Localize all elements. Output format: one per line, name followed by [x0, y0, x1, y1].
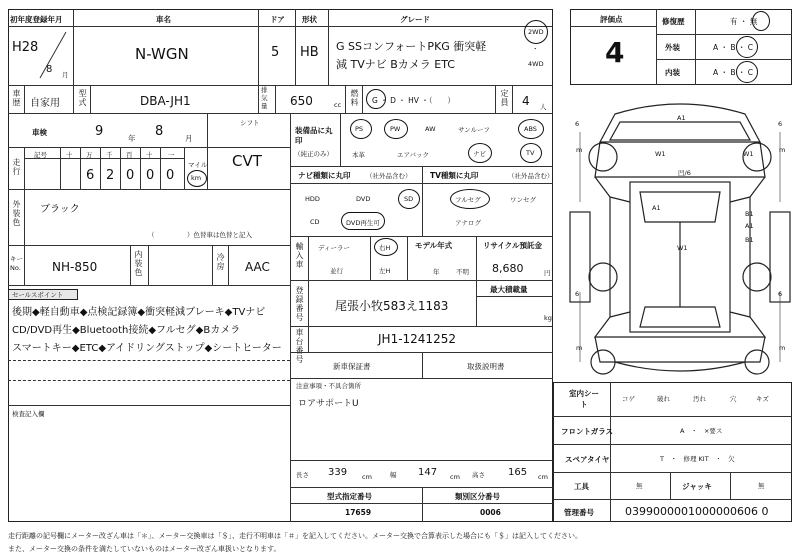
height-unit: cm	[538, 473, 548, 481]
inspection-year: 9	[95, 124, 104, 139]
mark-a1-left: A1	[652, 204, 661, 212]
import-parallel: 並行	[330, 267, 343, 275]
height: 165	[508, 467, 528, 478]
repair-options: 有 ・ 無	[730, 17, 758, 26]
footer-line-2: また、メーター交換の条件を満たしていないものはメーター改ざん車扱いとなります。	[8, 545, 281, 553]
digit-2: 2	[106, 168, 115, 183]
import-right: 右H	[379, 244, 391, 252]
mark-w1-top: W1	[655, 150, 666, 158]
exterior-options: A ・ B ・ C	[713, 43, 754, 52]
displacement: 650	[290, 94, 313, 108]
scale-br: 6	[778, 290, 783, 298]
digit-3: 0	[126, 168, 135, 183]
scale-br-m: m	[779, 344, 786, 352]
tv-analog: アナログ	[455, 219, 481, 227]
max-load-label: 最大積載量	[490, 285, 528, 294]
key-value: NH-850	[52, 260, 98, 274]
notes-label: 注意事項・不具合箇所	[296, 382, 361, 390]
registration-value: 尾張小牧583え1183	[335, 299, 449, 313]
inspection-month-unit: 月	[185, 134, 193, 143]
shape-label: 形状	[302, 15, 317, 24]
digit-header-4: 十	[146, 151, 153, 159]
scale-bl: 6	[575, 290, 580, 298]
unit-km: km	[191, 174, 202, 182]
recycle-unit: 円	[544, 269, 551, 277]
navi-dvdplay: DVD再生可	[346, 219, 380, 227]
model-year-value: 不明	[456, 268, 469, 276]
color-value: ブラック	[40, 204, 80, 215]
drive-4wd: 4WD	[528, 60, 544, 68]
drive-2wd: 2WD	[528, 28, 544, 36]
key-label: キーNo.	[10, 255, 23, 272]
first-reg-label: 初年度登録年月	[10, 15, 63, 24]
ac-value: AAC	[245, 260, 270, 274]
equip-leather: 本革	[352, 151, 365, 159]
mark-a1-right: A1	[745, 222, 754, 230]
shape: HB	[300, 45, 319, 60]
interior-options: A ・ B ・ C	[713, 68, 754, 77]
navi-dvd: DVD	[356, 195, 371, 203]
digit-header-2: 千	[106, 151, 113, 159]
capacity-label: 定員	[500, 89, 509, 107]
warranty-new-car: 新車保証書	[333, 362, 371, 371]
scale-tr: 6	[778, 120, 783, 128]
model-year-label: モデル年式	[415, 241, 453, 250]
navi-label: ナビ種類に丸印	[298, 171, 351, 180]
scale-tl-m: m	[576, 146, 583, 154]
grade-label: グレード	[400, 15, 430, 24]
mark-b1-right: B1	[745, 210, 754, 218]
color-label: 外装色	[12, 200, 21, 227]
model-name: N-WGN	[135, 45, 189, 63]
score: 4	[605, 36, 625, 69]
equip-abs: ABS	[524, 125, 537, 133]
mark-w1-bottom: W1	[677, 244, 688, 252]
chassis: JH1-1241252	[378, 332, 456, 346]
mileage-label: 走行	[12, 158, 21, 176]
type-cert: 17659	[345, 508, 372, 517]
mark-dent: 凹/6	[678, 169, 691, 177]
width: 147	[418, 467, 438, 478]
jack-label: ジャッキ	[682, 482, 712, 491]
mileage-symbol-label: 記号	[34, 151, 47, 159]
type: DBA-JH1	[140, 94, 191, 108]
interior-b-circle	[736, 61, 758, 83]
capacity: 4	[522, 94, 530, 108]
import-label: 輸入車	[295, 242, 304, 269]
sales-line-1: 後期◆軽自動車◆点検記録簿◆衝突軽減ブレーキ◆TVナビ	[12, 307, 266, 318]
mark-b1-right2: B1	[745, 236, 754, 244]
footer-line-1: 走行距離の記号欄にメーター改ざん車は「＊」、メーター交換車は「＄」、走行不明車は「＃」を記入してください。メーター交換で合算表示した場合にも「＄」は記入してください。	[8, 532, 582, 540]
digit-5: 0	[166, 168, 175, 183]
usage: 自家用	[30, 98, 60, 109]
type-label: 型式	[78, 89, 87, 107]
seat-opt-2: 汚れ	[693, 395, 706, 403]
first-reg-month: 8	[46, 64, 53, 75]
import-dealer: ディーラー	[318, 244, 350, 252]
scale-bl-m: m	[576, 344, 583, 352]
digit-header-0: 十	[66, 151, 73, 159]
class: 0006	[480, 508, 501, 517]
digit-header-1: 万	[86, 151, 93, 159]
fuel-options: G ・ D ・ HV ・（ ）	[372, 96, 456, 105]
interior-color-label: 内装色	[134, 250, 143, 277]
equip-airbag: エアバック	[397, 151, 429, 159]
width-unit: cm	[450, 473, 460, 481]
tools-label: 工具	[574, 482, 589, 491]
seat-opt-3: 穴	[730, 395, 737, 403]
drive-dot: ・	[532, 45, 539, 53]
equipment-label: 装備品に丸印	[295, 126, 333, 145]
windshield-options: A ・ ×要ス	[680, 427, 723, 435]
warranty-manual: 取扱説明書	[467, 362, 505, 371]
spare-label: スペアタイヤ	[565, 455, 610, 464]
interior-label: 内装	[665, 68, 680, 77]
grade-line2: 減 TVナビ Bカメラ ETC	[336, 58, 455, 71]
navi-sub: （社外品含む）	[366, 172, 412, 180]
first-reg-year: H28	[12, 40, 39, 55]
color-note: （ ）色替車は色替と記入	[148, 231, 252, 239]
ac-label: 冷房	[216, 253, 225, 271]
equip-aw: AW	[425, 125, 436, 133]
doors-label: ドア	[270, 15, 285, 24]
tv-oneseg: ワンセグ	[510, 196, 536, 204]
mgmt-value: 0399000001000000606 0	[625, 505, 769, 518]
score-label: 評価点	[600, 15, 623, 24]
type-cert-label: 型式指定番号	[327, 492, 372, 501]
inspector-label: 検査記入欄	[12, 410, 45, 418]
grade-line1: G SSコンフォートPKG 衝突軽	[336, 40, 487, 53]
class-label: 類別区分番号	[455, 492, 500, 501]
mark-a1-top: A1	[677, 114, 686, 122]
scale-tr-m: m	[779, 146, 786, 154]
digit-1: 6	[86, 168, 95, 183]
equip-tv: TV	[526, 149, 535, 157]
usage-label: 車歴	[12, 89, 21, 107]
tv-label: TV種類に丸印	[430, 171, 479, 180]
month-unit: 月	[62, 71, 69, 79]
navi-cd: CD	[310, 218, 320, 226]
sales-line-2: CD/DVD再生◆Bluetooth接続◆フルセグ◆Bカメラ	[12, 325, 241, 336]
height-label: 高さ	[472, 471, 485, 479]
digit-header-3: 百	[126, 151, 133, 159]
max-load-unit: kg	[544, 314, 552, 322]
windshield-label: フロントガラス	[561, 427, 614, 436]
scale-tl: 6	[575, 120, 580, 128]
equipment-sub: （純正のみ）	[294, 150, 333, 158]
repair-label: 修復歴	[662, 17, 685, 26]
equip-ps: PS	[355, 125, 364, 133]
seat-opt-1: 破れ	[657, 395, 670, 403]
fuel-label: 燃料	[350, 89, 359, 107]
recycle-label: リサイクル預託金	[483, 241, 542, 250]
exterior-label: 外装	[665, 43, 680, 52]
inspection-month: 8	[155, 124, 164, 139]
navi-sd: SD	[404, 195, 414, 203]
import-left: 左H	[379, 267, 391, 275]
sales-points-label: セールスポイント	[12, 291, 64, 299]
seat-opt-4: キズ	[756, 395, 769, 403]
displacement-unit: cc	[334, 101, 342, 109]
length: 339	[328, 467, 348, 478]
length-label: 長さ	[296, 471, 309, 479]
model-year-unit: 年	[433, 268, 440, 276]
navi-hdd: HDD	[305, 195, 320, 203]
spare-options: T ・ 修理 KIT ・ 欠	[660, 455, 735, 463]
digit-header-5: 一	[168, 151, 175, 159]
tv-fullseg: フルセグ	[455, 196, 481, 204]
equip-sunroof: サンルーフ	[458, 126, 490, 134]
capacity-unit: 人	[540, 103, 547, 111]
registration-label: 登録番号	[295, 286, 304, 322]
car-damage-diagram	[560, 92, 800, 382]
length-unit: cm	[362, 473, 372, 481]
jack-value: 無	[758, 482, 765, 490]
exterior-b-circle	[736, 36, 758, 58]
mgmt-label: 管理番号	[564, 508, 594, 517]
inspection-label: 車検	[32, 128, 47, 137]
mark-w1-mid: W1	[743, 150, 754, 158]
chassis-label: 車台番号	[295, 328, 304, 364]
unit-mile: マイル	[188, 161, 208, 169]
tv-sub: （社外品含む）	[508, 172, 554, 180]
sales-line-3: スマートキー◆ETC◆アイドリングストップ◆シートヒーター	[12, 343, 282, 354]
seat-label: 室内シート	[569, 389, 599, 409]
digit-4: 0	[146, 168, 155, 183]
equip-pw: PW	[390, 125, 401, 133]
notes-value: ロアサポートU	[298, 399, 359, 409]
shift: CVT	[232, 152, 262, 170]
tools-value: 無	[636, 482, 643, 490]
displacement-label: 排気量	[261, 86, 268, 110]
model-name-label: 車名	[156, 15, 171, 24]
seat-opt-0: コゲ	[622, 395, 635, 403]
inspection-year-unit: 年	[128, 134, 136, 143]
shift-label: シフト	[240, 119, 260, 127]
doors: 5	[271, 45, 280, 60]
repair-none-circle	[752, 11, 770, 31]
recycle: 8,680	[492, 262, 524, 275]
width-label: 幅	[390, 471, 397, 479]
equip-navi: ナビ	[473, 150, 486, 158]
